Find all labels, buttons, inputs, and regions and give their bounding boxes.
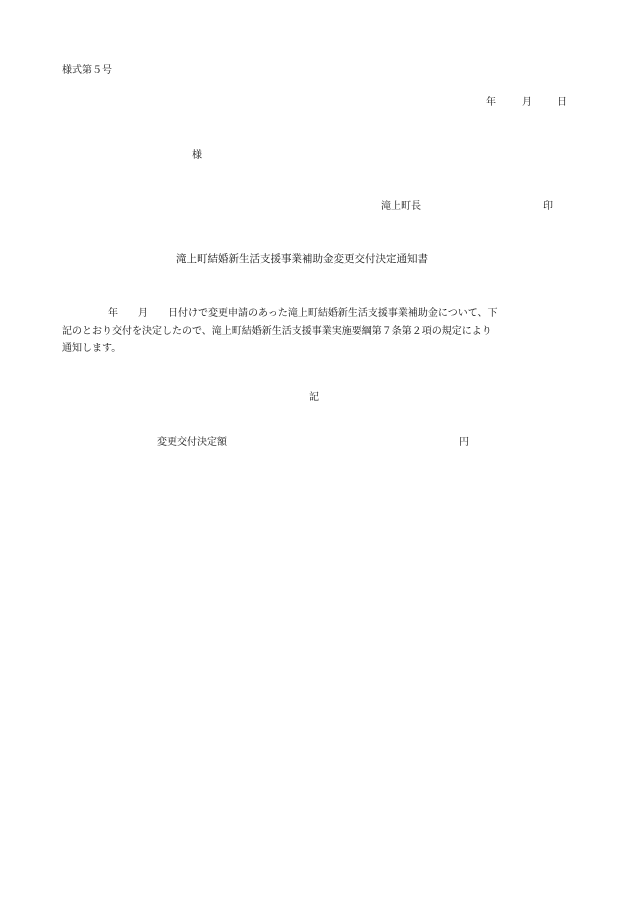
body-line-3: 通知します。 [62,343,122,354]
form-number: 様式第５号 [62,65,112,76]
body-line-2: 記のとおり交付を決定したので、滝上町結婚新生活支援事業実施要綱第７条第２項の規定により [62,325,492,337]
amount-unit: 円 [459,437,469,448]
recipient-suffix: 様 [192,150,202,161]
issuer-title: 滝上町長 [381,201,421,212]
document-title: 滝上町結婚新生活支援事業補助金変更交付決定通知書 [176,253,428,265]
body-line-1: 年 月 日付けで変更申請のあった滝上町結婚新生活支援事業補助金について、下 [108,308,498,319]
section-mark: 記 [309,392,319,403]
date-day-label: 日 [557,97,567,108]
date-year-label: 年 [486,97,496,108]
issuer-seal: 印 [543,201,553,212]
date-month-label: 月 [522,97,532,108]
body-paragraph [62,305,574,358]
amount-label: 変更交付決定額 [157,437,227,448]
